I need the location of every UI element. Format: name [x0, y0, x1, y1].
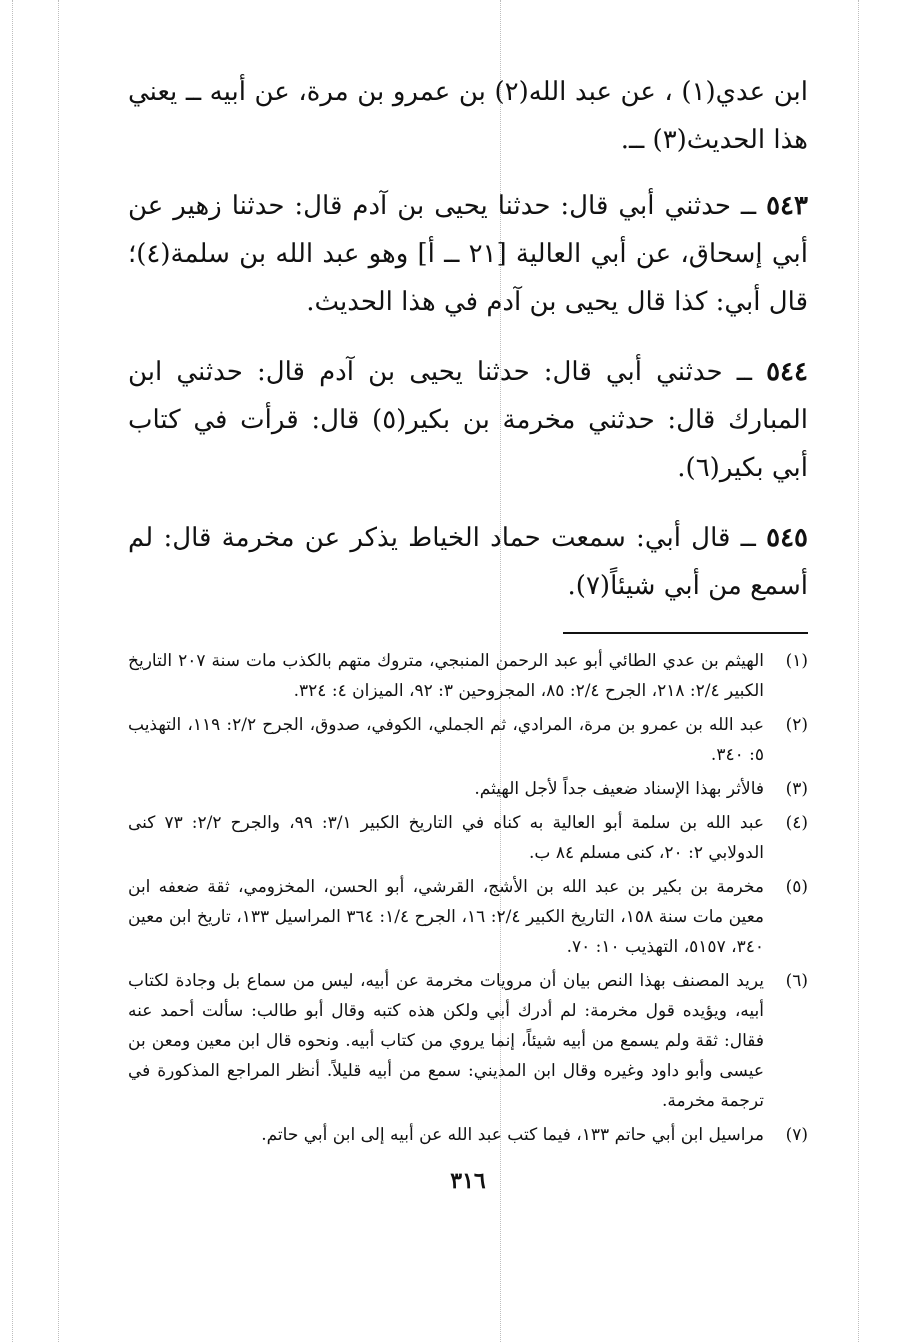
margin-guide — [12, 0, 13, 1342]
footnote — [128, 646, 808, 706]
paragraph-text: ابن عدي(١) ، عن عبد الله(٢) بن عمرو بن مرة، عن أبيه ــ يعني هذا الحديث(٣) ــ. — [128, 77, 808, 155]
footnote — [128, 808, 808, 868]
footnote-text: عبد الله بن سلمة أبو العالية به كناه في التاريخ الكبير ٣/١: ٩٩، والجرح ٢/٢: ٧٣ كنى الدولابي ٢: ٢٠، كنى مسلم ٨٤ ب. — [128, 813, 765, 863]
footnote-separator — [563, 632, 808, 634]
footnote — [128, 710, 808, 770]
paragraph-text: ــ حدثني أبي قال: حدثنا يحيى بن آدم قال: حدثني ابن المبارك قال: حدثني مخرمة بن بكير(٥) قال: قرأت في كتاب أبي بكير(٦). — [128, 357, 808, 483]
footnote — [128, 774, 808, 804]
footnote-text: عبد الله بن عمرو بن مرة، المرادي، ثم الجملي، الكوفي، صدوق، الجرح ٢/٢: ١١٩، التهذيب ٥: ٣٤٠. — [128, 715, 764, 765]
footnote-text: مراسيل ابن أبي حاتم ١٣٣، فيما كتب عبد الله عن أبيه إلى ابن أبي حاتم. — [261, 1125, 764, 1145]
footnote-number: (٢) — [785, 715, 808, 735]
paragraph — [128, 348, 808, 492]
main-text — [128, 68, 808, 610]
footnote-number: (٦) — [785, 971, 808, 991]
footnote-text: فالأثر بهذا الإسناد ضعيف جداً لأجل الهيثم. — [474, 779, 764, 799]
footnote-number: (٤) — [785, 813, 808, 833]
paragraph-text: ــ قال أبي: سمعت حماد الخياط يذكر عن مخرمة قال: لم أسمع من أبي شيئاً(٧). — [128, 523, 808, 601]
footnote — [128, 872, 808, 962]
footnote-text: الهيثم بن عدي الطائي أبو عبد الرحمن المنبجي، متروك متهم بالكذب مات سنة ٢٠٧ التاريخ الكبير ٢/٤: ٢١٨، الجرح ٢/٤: ٨٥، المجروحين ٣: ٩٢، الميزان ٤: ٣٢٤. — [128, 651, 764, 701]
page-number: ٣١٦ — [450, 1168, 486, 1194]
hadith-number: ٥٤٥ — [766, 523, 809, 553]
footnote-number: (٧) — [785, 1125, 808, 1145]
footnote-number: (١) — [785, 651, 808, 671]
footnote-number: (٥) — [785, 877, 808, 897]
hadith-number: ٥٤٣ — [766, 191, 808, 221]
document-page — [128, 68, 808, 1194]
paragraph — [128, 514, 808, 610]
footnote-text: يريد المصنف بهذا النص بيان أن مرويات مخرمة عن أبيه، ليس من سماع بل وجادة لكتاب أبيه، ويؤيده قول مخرمة: لم أدرك أبي ولكن هذه كتبه وقال أبو طالب: سألت أحمد عنه فقال: ثقة ولم يسمع من أبيه شيئاً، إنما يروي من كتاب أبيه. ونحوه قال ابن معين ومعن بن عيسى وأبو داود وغيره وقال ابن المديني: سمع من أبيه قليلاً. أنظر المراجع المذكورة في ترجمة مخرمة. — [128, 971, 764, 1111]
margin-guide — [58, 0, 59, 1342]
footnotes — [128, 646, 808, 1150]
hadith-number: ٥٤٤ — [766, 357, 808, 387]
footnote-number: (٣) — [785, 779, 808, 799]
margin-guide — [858, 0, 859, 1342]
footnote — [128, 966, 808, 1116]
footnote-text: مخرمة بن بكير بن عبد الله بن الأشج، القرشي، أبو الحسن، المخزومي، ثقة ضعفه ابن معين مات سنة ١٥٨، التاريخ الكبير ٢/٤: ١٦، الجرح ١/٤: ٣٦٤ المراسيل ١٣٣، تاريخ ابن معين ٣٤٠، ٥١٥٧، التهذيب ١٠: ٧٠. — [128, 877, 764, 957]
paragraph-text: ــ حدثني أبي قال: حدثنا يحيى بن آدم قال: حدثنا زهير عن أبي إسحاق، عن أبي العالية [٢١ ــ أ] وهو عبد الله بن سلمة(٤)؛ قال أبي: كذا قال يحيى بن آدم في هذا الحديث. — [128, 191, 808, 317]
paragraph — [128, 68, 808, 164]
paragraph — [128, 182, 808, 326]
footnote — [128, 1120, 808, 1150]
